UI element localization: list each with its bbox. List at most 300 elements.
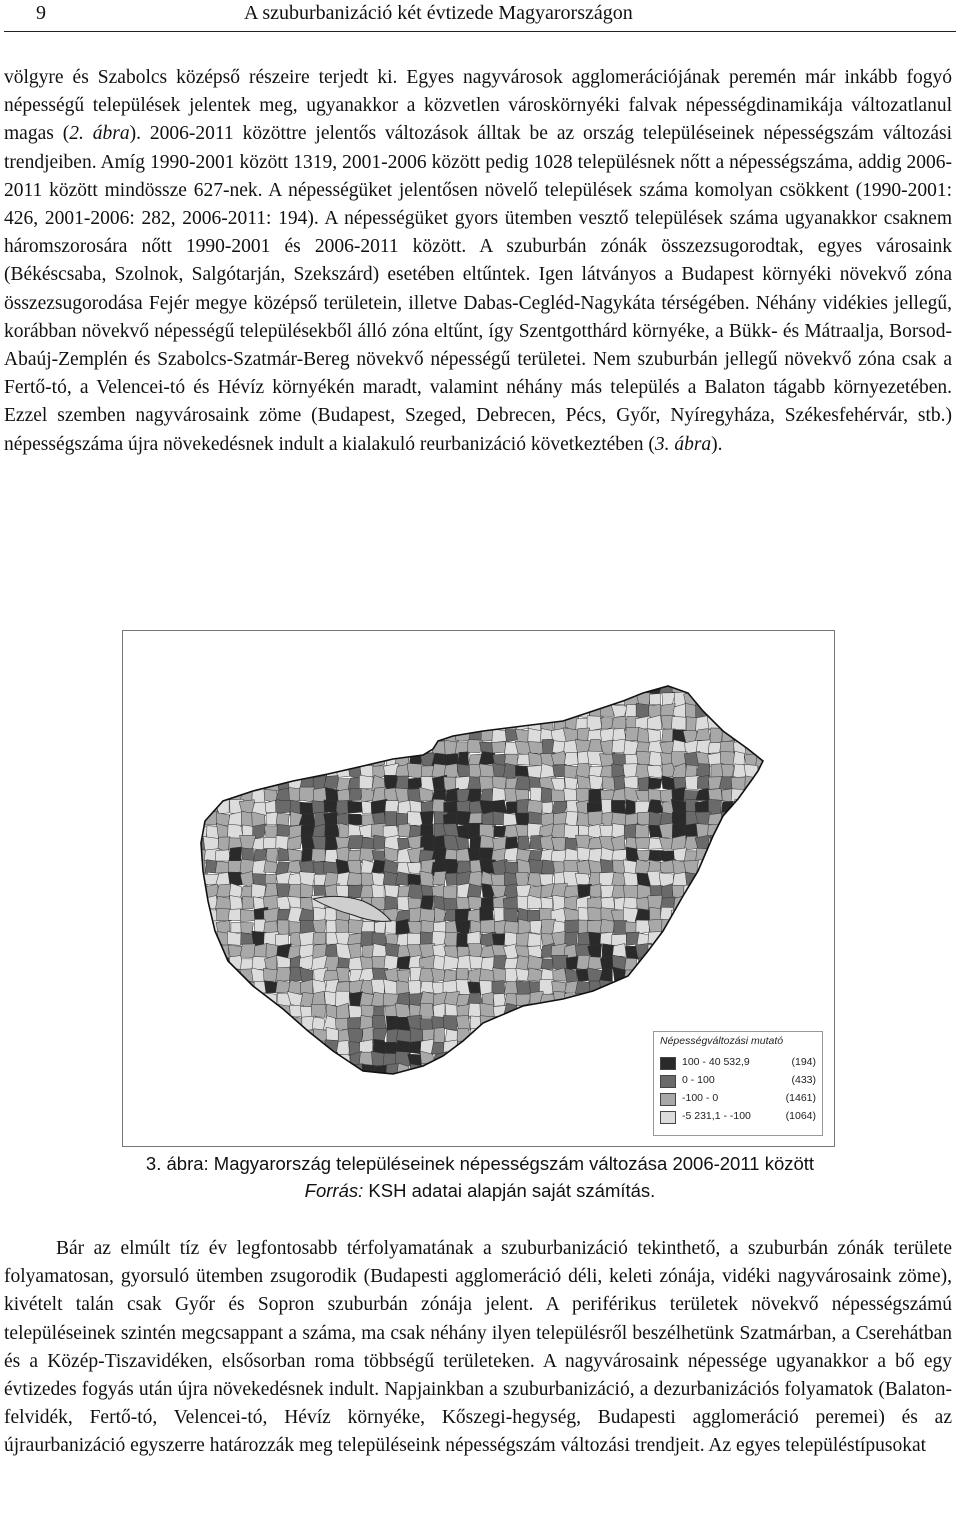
municipality-cell [614, 1016, 624, 1031]
municipality-cell [469, 715, 482, 729]
municipality-cell [275, 801, 291, 814]
municipality-cell [240, 1039, 255, 1055]
municipality-cell [289, 718, 304, 728]
municipality-cell [590, 1005, 602, 1019]
municipality-cell [216, 967, 230, 983]
municipality-cell [565, 1078, 577, 1091]
municipality-cell [696, 991, 712, 1007]
municipality-cell [228, 704, 241, 719]
municipality-cell [396, 679, 410, 696]
municipality-cell [733, 705, 746, 718]
municipality-cell [336, 885, 350, 897]
municipality-cell [491, 1052, 507, 1067]
municipality-cell [638, 957, 649, 970]
municipality-cell [757, 706, 772, 718]
municipality-cell [229, 980, 243, 995]
municipality-cell [541, 1028, 556, 1044]
municipality-cell [203, 1028, 218, 1041]
municipality-cell [733, 873, 746, 888]
municipality-cell [229, 847, 241, 862]
municipality-cell [193, 992, 205, 1006]
municipality-cell [432, 717, 446, 732]
municipality-cell [768, 931, 783, 946]
municipality-cell [683, 922, 700, 936]
municipality-cell [398, 1077, 412, 1091]
municipality-cell [721, 812, 735, 826]
municipality-cell [528, 1015, 542, 1030]
municipality-cell [215, 1029, 230, 1042]
municipality-cell [732, 679, 747, 694]
municipality-cell [410, 705, 422, 719]
municipality-cell [215, 752, 230, 768]
municipality-cell [205, 703, 217, 719]
municipality-cell [336, 740, 348, 756]
municipality-cell [456, 1052, 471, 1066]
municipality-cell [684, 908, 699, 922]
legend-swatch [660, 1111, 676, 1124]
municipality-cell [336, 1041, 350, 1056]
municipality-cell [491, 1063, 507, 1076]
municipality-cell [612, 992, 628, 1008]
municipality-cell [431, 691, 446, 707]
municipality-cell [242, 1006, 254, 1020]
municipality-cell [769, 775, 784, 791]
municipality-cell [769, 742, 783, 756]
municipality-cell [276, 1017, 289, 1029]
municipality-cell [648, 968, 663, 984]
municipality-cell [361, 788, 374, 802]
municipality-cell [588, 1028, 603, 1041]
municipality-cell [276, 1063, 292, 1078]
municipality-cell [744, 992, 760, 1007]
municipality-cell [756, 836, 771, 851]
municipality-cell [564, 752, 578, 765]
municipality-cell [479, 751, 495, 764]
municipality-cell [203, 944, 219, 959]
municipality-cell [383, 692, 399, 708]
municipality-cell [588, 1052, 603, 1066]
municipality-cell [263, 1017, 278, 1031]
legend-count: (433) [791, 1074, 816, 1086]
municipality-cell [551, 1006, 567, 1017]
municipality-cell [707, 1015, 723, 1029]
municipality-cell [191, 922, 207, 934]
municipality-cell [731, 899, 747, 912]
municipality-cell [227, 1041, 243, 1055]
municipality-cell [602, 777, 615, 791]
municipality-cell [744, 1004, 758, 1019]
source-label: Forrás: [304, 1180, 364, 1201]
legend-count: (1461) [785, 1092, 816, 1104]
municipality-cell [407, 862, 420, 873]
municipality-cell [757, 921, 768, 934]
municipality-cell [227, 1063, 242, 1077]
municipality-cell [471, 1029, 481, 1044]
municipality-cell [302, 741, 316, 755]
municipality-cell [745, 776, 759, 790]
municipality-cell [601, 1066, 616, 1080]
municipality-cell [204, 957, 218, 970]
municipality-cell [443, 692, 459, 708]
municipality-cell [649, 1015, 662, 1031]
municipality-cell [553, 680, 566, 696]
municipality-cell [600, 681, 615, 694]
municipality-cell [624, 1051, 640, 1066]
municipality-cell [769, 967, 783, 981]
municipality-cell [757, 993, 770, 1008]
municipality-cell [672, 969, 688, 984]
municipality-cell [577, 1005, 590, 1019]
municipality-cell [386, 1064, 399, 1079]
municipality-cell [239, 741, 255, 756]
municipality-cell [732, 980, 746, 994]
municipality-cell [589, 775, 603, 790]
municipality-cell [204, 740, 217, 754]
municipality-cell [289, 1065, 303, 1078]
municipality-cell [192, 1052, 208, 1064]
municipality-cell [397, 716, 411, 731]
municipality-cell [494, 826, 506, 837]
municipality-cell [504, 705, 519, 719]
municipality-cell [515, 1040, 531, 1053]
municipality-cell [276, 727, 290, 743]
municipality-cell [326, 1027, 338, 1042]
municipality-cell [192, 883, 207, 899]
municipality-cell [457, 764, 471, 777]
municipality-cell [361, 741, 374, 755]
municipality-cell [228, 1028, 242, 1042]
municipality-cell [505, 1052, 519, 1065]
municipality-cell [720, 849, 736, 862]
municipality-cell [684, 971, 698, 981]
municipality-cell [540, 1004, 554, 1019]
municipality-cell [312, 1063, 327, 1079]
municipality-cell [722, 764, 734, 778]
municipality-cell [624, 1003, 640, 1016]
municipality-cell [457, 680, 470, 696]
municipality-cell [288, 763, 301, 779]
municipality-cell [264, 692, 279, 707]
municipality-cell [383, 727, 400, 743]
municipality-cell [756, 680, 772, 695]
municipality-cell [240, 765, 256, 777]
municipality-cell [302, 703, 314, 717]
municipality-cell [516, 1078, 530, 1090]
municipality-cell [204, 1004, 219, 1018]
municipality-cell [564, 1051, 580, 1067]
municipality-cell [251, 765, 268, 777]
municipality-cell [744, 934, 758, 945]
municipality-cell [554, 1063, 567, 1078]
municipality-cell [276, 691, 292, 707]
municipality-cell [648, 778, 661, 789]
municipality-cell [335, 680, 351, 694]
municipality-cell [577, 692, 589, 705]
municipality-cell [733, 813, 746, 827]
legend-range: -100 - 0 [682, 1092, 719, 1104]
municipality-cell [492, 742, 506, 754]
municipality-cell [191, 1064, 207, 1079]
municipality-cell [253, 741, 267, 754]
municipality-cell [602, 1039, 615, 1055]
municipality-cell [299, 909, 315, 922]
municipality-cell [479, 716, 493, 730]
municipality-cell [528, 704, 544, 720]
municipality-cell [360, 1075, 376, 1091]
municipality-cell [743, 812, 757, 828]
hungary-population-change-map [122, 630, 835, 1147]
municipality-cell [599, 1052, 614, 1067]
municipality-cell [264, 679, 278, 695]
municipality-cell [336, 1064, 351, 1079]
municipality-cell [695, 969, 711, 983]
municipality-cell [288, 753, 303, 767]
municipality-cell [219, 1041, 231, 1053]
municipality-cell [768, 764, 781, 778]
municipality-cell [480, 1003, 495, 1017]
municipality-cell [516, 981, 531, 995]
municipality-cell [540, 1051, 556, 1067]
municipality-cell [685, 945, 700, 956]
municipality-cell [529, 1003, 543, 1018]
municipality-cell [638, 1076, 649, 1092]
municipality-cell [648, 957, 664, 971]
municipality-cell [275, 715, 290, 732]
municipality-cell [348, 814, 364, 825]
municipality-cell [551, 704, 567, 719]
municipality-cell [347, 679, 362, 694]
municipality-cell [611, 1075, 626, 1089]
municipality-cell [373, 835, 385, 850]
municipality-cell [347, 731, 363, 744]
municipality-cell [685, 897, 698, 911]
municipality-cell [733, 764, 746, 778]
municipality-cell [625, 1016, 638, 1030]
municipality-cell [192, 789, 208, 804]
municipality-cell [757, 980, 771, 994]
municipality-cell [516, 1016, 532, 1030]
municipality-cell [421, 681, 435, 696]
municipality-cell [769, 811, 782, 825]
municipality-cell [756, 909, 769, 922]
municipality-cell [239, 1078, 255, 1091]
municipality-cell [566, 1039, 577, 1056]
municipality-cell [396, 730, 412, 741]
municipality-cell [743, 682, 759, 696]
municipality-cell [698, 884, 709, 899]
municipality-cell [732, 850, 748, 863]
municipality-cell [241, 680, 255, 693]
municipality-cell [662, 993, 676, 1008]
municipality-cell [203, 694, 218, 707]
municipality-cell [301, 693, 315, 705]
municipality-cell [756, 742, 771, 756]
municipality-cell [434, 1028, 445, 1044]
municipality-cell [504, 1039, 519, 1052]
municipality-cell [744, 789, 759, 802]
municipality-cell [469, 693, 483, 705]
municipality-cell [733, 920, 747, 932]
municipality-cell [492, 692, 506, 706]
municipality-cell [215, 981, 231, 996]
municipality-cell [205, 1052, 219, 1068]
legend-title: Népességváltozási mutató [660, 1035, 784, 1047]
municipality-cell [395, 740, 410, 756]
municipality-cell [408, 715, 423, 730]
municipality-cell [300, 730, 315, 743]
municipality-cell [252, 1077, 267, 1090]
municipality-cell [420, 811, 434, 824]
municipality-cell [240, 871, 253, 888]
municipality-cell [769, 860, 782, 876]
municipality-cell [709, 957, 724, 971]
municipality-cell [755, 824, 770, 840]
municipality-cell [456, 706, 472, 717]
municipality-cell [193, 799, 207, 814]
municipality-cell [191, 693, 206, 708]
municipality-cell [744, 861, 757, 875]
figure-label: 3. ábra: [145, 1153, 209, 1174]
municipality-cell [407, 683, 422, 696]
figure-caption-text: Magyarország településeinek népességszám változása 2006-2011 között [208, 1153, 815, 1174]
municipality-cell [551, 692, 568, 707]
municipality-cell [540, 1065, 556, 1079]
municipality-cell [218, 1052, 231, 1067]
municipality-cell [480, 704, 496, 718]
municipality-cell [371, 681, 385, 696]
legend-row-1 [660, 1056, 818, 1070]
municipality-cell [721, 968, 734, 981]
municipality-cell [287, 1054, 303, 1068]
municipality-cell [360, 729, 376, 742]
municipality-cell [758, 767, 770, 779]
municipality-cell [528, 741, 543, 753]
municipality-cell [755, 859, 772, 875]
municipality-cell [601, 1029, 614, 1042]
municipality-cell [709, 943, 721, 958]
municipality-cell [564, 1017, 580, 1031]
legend-swatch [660, 1093, 676, 1106]
municipality-cell [253, 1040, 268, 1055]
municipality-cell [469, 680, 482, 696]
municipality-cell [613, 1064, 627, 1080]
municipality-cell [711, 859, 724, 874]
municipality-cell [241, 993, 256, 1007]
municipality-cell [252, 884, 266, 898]
municipality-cell [230, 763, 243, 778]
body-paragraph-2 [4, 1235, 952, 1461]
municipality-cell [192, 980, 208, 993]
municipality-cell [324, 691, 336, 705]
municipality-cell [732, 715, 747, 731]
municipality-cell [275, 1075, 291, 1090]
municipality-cell [350, 691, 362, 706]
municipality-cell [420, 1075, 434, 1090]
municipality-cell [528, 1029, 542, 1043]
municipality-cell [241, 716, 255, 730]
municipality-cell [359, 1040, 372, 1053]
municipality-cell [349, 705, 363, 719]
municipality-cell [229, 1052, 244, 1068]
municipality-cell [528, 968, 542, 982]
municipality-cell [709, 908, 722, 924]
municipality-cell [205, 715, 219, 730]
municipality-cell [601, 718, 613, 729]
municipality-cell [635, 824, 648, 837]
municipality-cell [492, 703, 507, 718]
municipality-cell [770, 789, 783, 804]
municipality-cell [275, 739, 290, 754]
municipality-cell [192, 728, 208, 742]
municipality-cell [323, 741, 338, 752]
municipality-cell [755, 871, 772, 887]
municipality-cell [542, 1016, 553, 1032]
municipality-cell [769, 1018, 784, 1030]
municipality-cell [276, 967, 292, 982]
municipality-cell [675, 919, 687, 933]
municipality-cell [254, 704, 266, 719]
municipality-cell [277, 752, 290, 766]
municipality-cell [228, 1016, 243, 1031]
municipality-cell [720, 896, 735, 911]
municipality-cell [242, 1018, 256, 1031]
municipality-cell [287, 1075, 302, 1091]
figure-3-reference: 3. ábra [654, 433, 712, 455]
municipality-cell [721, 1006, 736, 1018]
municipality-cell [695, 933, 710, 945]
municipality-cell [228, 909, 241, 921]
municipality-cell [661, 981, 674, 995]
municipality-cell [444, 1064, 459, 1078]
municipality-cell [397, 692, 411, 707]
municipality-cell [744, 886, 758, 900]
municipality-cell [708, 921, 721, 934]
municipality-cell [696, 955, 711, 970]
municipality-cell [325, 753, 339, 768]
municipality-cell [744, 716, 760, 729]
municipality-cell [239, 1052, 253, 1067]
municipality-cell [481, 1041, 494, 1056]
municipality-cell [686, 992, 700, 1005]
municipality-cell [385, 739, 399, 752]
municipality-cell [191, 944, 207, 958]
municipality-cell [529, 692, 543, 706]
municipality-cell [444, 955, 459, 970]
municipality-cell [515, 1055, 532, 1068]
municipality-cell [359, 680, 372, 695]
municipality-cell [193, 751, 206, 764]
municipality-cell [205, 727, 220, 743]
municipality-cell [527, 1066, 541, 1079]
municipality-cell [217, 681, 232, 696]
municipality-cell [719, 919, 734, 935]
municipality-cell [359, 703, 372, 719]
municipality-cell [277, 704, 292, 719]
municipality-cell [288, 730, 302, 743]
municipality-cell [314, 717, 327, 731]
municipality-cell [623, 872, 638, 886]
municipality-cell [733, 838, 747, 851]
municipality-cell [576, 1065, 592, 1078]
municipality-cell [325, 908, 337, 922]
body-paragraph-1 [4, 64, 952, 459]
municipality-cell [528, 682, 544, 692]
municipality-cell [240, 981, 256, 994]
municipality-cell [563, 1028, 579, 1042]
municipality-cell [227, 1076, 241, 1090]
municipality-cell [205, 776, 220, 792]
municipality-cell [612, 680, 626, 695]
